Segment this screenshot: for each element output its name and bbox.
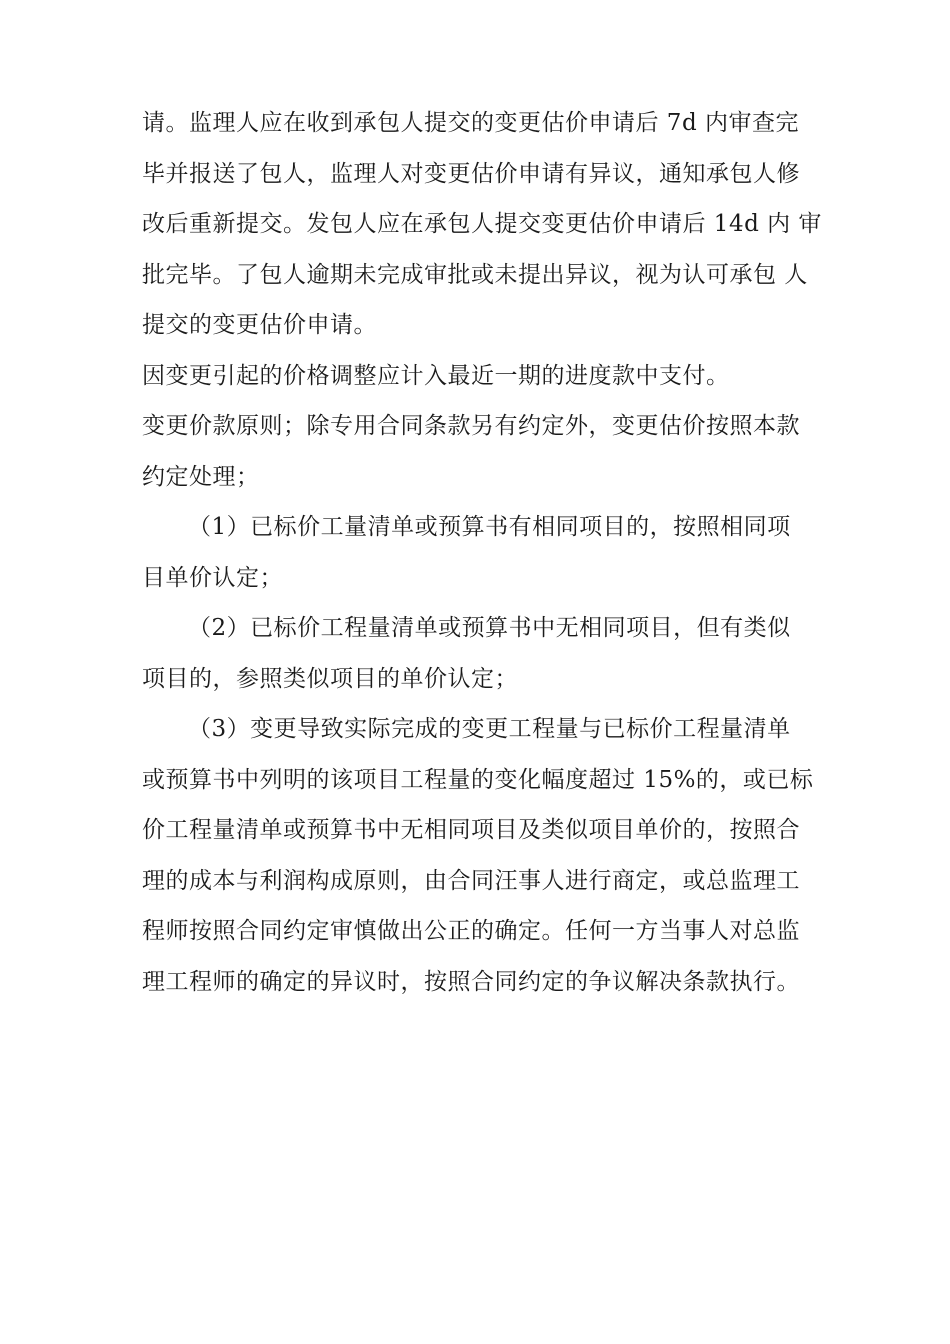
list-item-1: （1）已标价工量清单或预算书有相同项目的，按照相同项: [188, 514, 791, 540]
body-text: [142, 98, 822, 1007]
list-item-3: （3）变更导致实际完成的变更工程量与已标价工程量清单: [188, 716, 791, 742]
text-line: 目单价认定；: [142, 564, 283, 591]
text-line: 理工程师的确定的异议时，按照合同约定的争议解决条款执行。: [142, 968, 800, 995]
text-line: 请。监理人应在收到承包人提交的变更估价申请后 7d 内审查完: [142, 110, 799, 136]
text-line: 批完毕。了包人逾期未完成审批或未提出异议，视为认可承包 人: [142, 261, 808, 288]
text-line: 毕并报送了包人，监理人对变更估价申请有异议，通知承包人修: [142, 160, 800, 187]
text-line: 或预算书中列明的该项目工程量的变化幅度超过 15%的，或已标: [142, 766, 814, 793]
text-line: 项目的，参照类似项目的单价认定；: [142, 665, 518, 692]
text-line: 提交的变更估价申请。: [142, 312, 377, 338]
list-item-2: （2）已标价工程量清单或预算书中无相同项目，但有类似: [188, 615, 791, 641]
text-line: 约定处理；: [142, 463, 260, 490]
text-line: 改后重新提交。发包人应在承包人提交变更估价申请后 14d 内 审: [142, 211, 822, 237]
text-line: 理的成本与利润构成原则，由合同汪事人进行商定，或总监理工: [142, 867, 800, 894]
text-line: 因变更引起的价格调整应计入最近一期的进度款中支付。: [142, 362, 730, 389]
text-line: 变更价款原则；除专用合同条款另有约定外，变更估价按照本款: [142, 413, 800, 439]
text-line: 程师按照合同约定审慎做出公正的确定。任何一方当事人对总监: [142, 918, 800, 944]
text-line: 价工程量清单或预算书中无相同项目及类似项目单价的，按照合: [142, 817, 800, 843]
